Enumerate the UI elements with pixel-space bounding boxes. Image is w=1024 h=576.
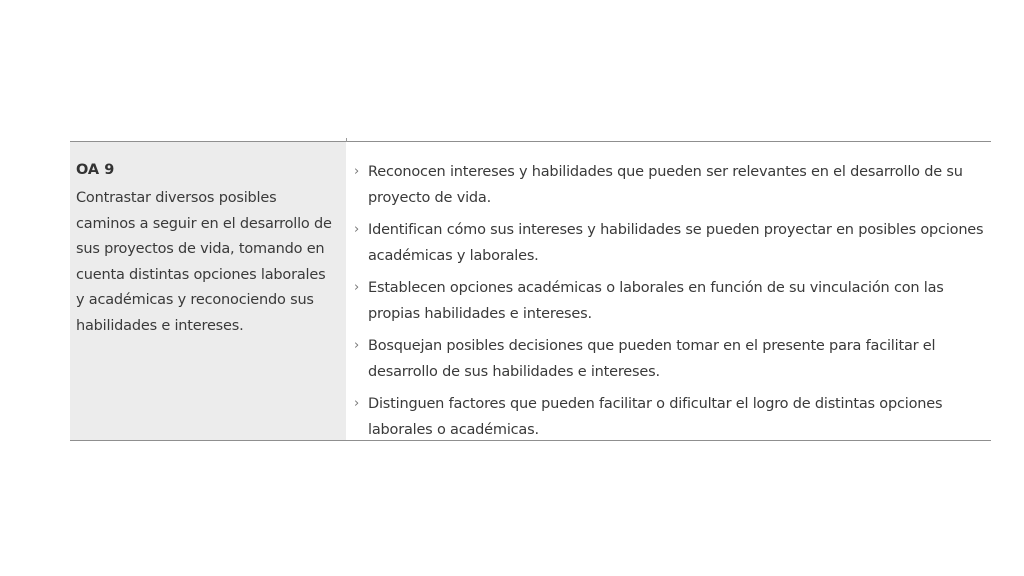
indicators-cell: [346, 142, 991, 440]
bullet-icon: ›: [354, 338, 360, 353]
objective-description: Contrastar diversos posibles caminos a seguir en el desarrollo de sus proyectos de vida, tomando en cuenta distintas opciones laborales y académicas y reconociendo sus habilidades e intereses.: [76, 190, 332, 334]
column-divider-tick: [346, 138, 347, 142]
indicator-text: Identifican cómo sus intereses y habilidades se pueden proyectar en posibles opciones académicas y laborales.: [368, 222, 984, 264]
bullet-icon: ›: [354, 280, 360, 295]
bullet-icon: ›: [354, 396, 360, 411]
indicator-item: [354, 333, 985, 385]
indicator-text: Reconocen intereses y habilidades que pueden ser relevantes en el desarrollo de su proyecto de vida.: [368, 164, 963, 206]
indicator-item: [354, 159, 985, 211]
indicator-text: Distinguen factores que pueden facilitar o dificultar el logro de distintas opciones laborales o académicas.: [368, 396, 943, 438]
objectives-table: [70, 141, 991, 441]
indicator-item: [354, 275, 985, 327]
objective-cell: [70, 142, 346, 440]
bullet-icon: ›: [354, 222, 360, 237]
indicator-item: [354, 217, 985, 269]
bullet-icon: ›: [354, 164, 360, 179]
indicator-text: Establecen opciones académicas o laborales en función de su vinculación con las propias habilidades e intereses.: [368, 280, 944, 322]
indicator-text: Bosquejan posibles decisiones que pueden tomar en el presente para facilitar el desarrollo de sus habilidades e intereses.: [368, 338, 936, 380]
objective-code: OA 9: [76, 162, 115, 178]
indicator-item: [354, 391, 985, 443]
table-row: [70, 141, 991, 441]
